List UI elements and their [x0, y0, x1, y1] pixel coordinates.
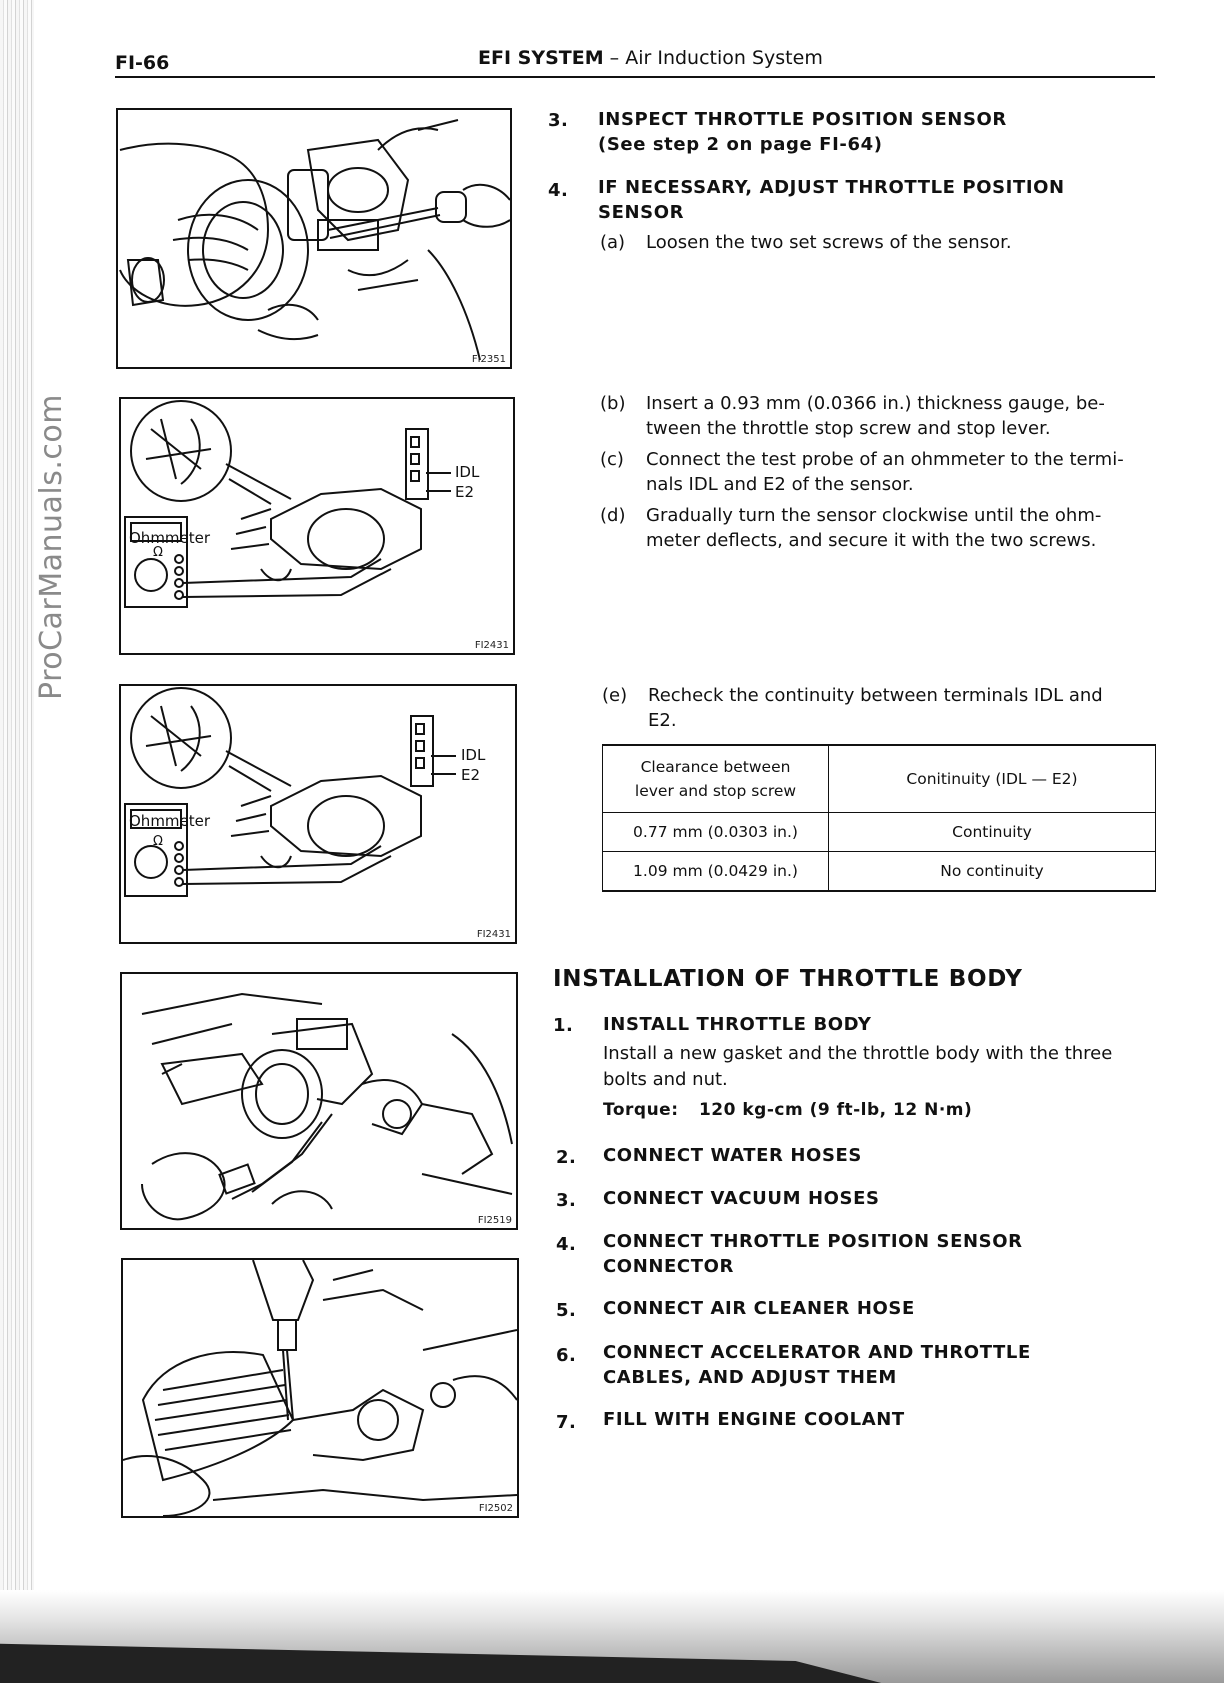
- sub-step-b-line2: tween the throttle stop screw and stop lever.: [646, 418, 1051, 439]
- install-text-line2: bolts and nut.: [603, 1069, 728, 1090]
- figure-throttle-sensor: [116, 108, 512, 369]
- sub-step-e-text: [648, 683, 1103, 733]
- figure-code: FI2351: [471, 354, 506, 365]
- torque-spec: [603, 1100, 972, 1120]
- step-3-reference: (See step 2 on page FI-64): [598, 134, 883, 155]
- table-header-row: [603, 745, 1156, 813]
- install-step-6-heading: [603, 1340, 1031, 1390]
- terminal-e2-label: E2: [455, 483, 475, 501]
- install-step-7-heading: FILL WITH ENGINE COOLANT: [603, 1409, 905, 1430]
- table-header-clearance: [603, 745, 829, 813]
- table-header-clearance-line1: Clearance between: [640, 758, 791, 776]
- table-cell-clearance: 0.77 mm (0.0303 in.): [603, 813, 829, 852]
- install-step-3-number: 3.: [556, 1190, 577, 1211]
- figure-code: FI2431: [474, 640, 509, 651]
- sub-step-c-text: [646, 447, 1124, 497]
- table-cell-clearance: 1.09 mm (0.0429 in.): [603, 852, 829, 892]
- air-cleaner-hose-illustration: [123, 1260, 517, 1516]
- sub-step-b-line1: Insert a 0.93 mm (0.0366 in.) thickness gauge, be-: [646, 393, 1105, 414]
- ohmmeter-throttle-body-illustration: [121, 399, 513, 653]
- ohm-symbol: Ω: [153, 834, 163, 849]
- sub-step-b-text: [646, 391, 1105, 441]
- sub-step-e: [602, 683, 1162, 735]
- sub-step-d-line1: Gradually turn the sensor clockwise until the ohm-: [646, 505, 1102, 526]
- header-title: [478, 47, 823, 69]
- sub-step-b-label: (b): [600, 393, 626, 414]
- install-step-2-heading: CONNECT WATER HOSES: [603, 1145, 862, 1166]
- sub-step-c: [600, 447, 1160, 499]
- sub-step-e-line2: E2.: [648, 710, 677, 731]
- sub-step-a-label: (a): [600, 232, 626, 253]
- header-dash: –: [603, 47, 626, 69]
- sub-step-c-line2: nals IDL and E2 of the sensor.: [646, 474, 914, 495]
- step-4-number: 4.: [548, 180, 569, 201]
- table-header-continuity: Conitinuity (IDL — E2): [829, 745, 1156, 813]
- install-step-6-line1: CONNECT ACCELERATOR AND THROTTLE: [603, 1342, 1031, 1363]
- install-step-4-number: 4.: [556, 1234, 577, 1255]
- scan-edge: [0, 0, 34, 1683]
- terminal-e2-label: E2: [461, 766, 481, 784]
- torque-label: Torque:: [603, 1100, 679, 1120]
- install-step-5-heading: CONNECT AIR CLEANER HOSE: [603, 1298, 915, 1319]
- sub-step-b: [600, 391, 1160, 443]
- install-step-6-line2: CABLES, AND ADJUST THEM: [603, 1367, 897, 1388]
- sub-step-a: [600, 230, 1160, 256]
- figure-code: FI2431: [476, 929, 511, 940]
- figure-install-throttle-body: [120, 972, 518, 1230]
- page-number: FI-66: [115, 52, 170, 74]
- table-header-clearance-line2: lever and stop screw: [634, 782, 797, 800]
- install-step-1-heading: INSTALL THROTTLE BODY: [603, 1014, 872, 1035]
- install-step-5-number: 5.: [556, 1300, 577, 1321]
- header-rule: [115, 76, 1155, 78]
- figure-ohmmeter-2: [119, 684, 517, 944]
- header-subsection: Air Induction System: [625, 47, 823, 69]
- continuity-table: [602, 744, 1156, 892]
- figure-air-cleaner-hose: [121, 1258, 519, 1518]
- install-step-3-heading: CONNECT VACUUM HOSES: [603, 1188, 880, 1209]
- step-3-title: INSPECT THROTTLE POSITION SENSOR: [598, 109, 1007, 130]
- watermark: ProCarManuals.com: [34, 393, 69, 700]
- install-step-4-line1: CONNECT THROTTLE POSITION SENSOR: [603, 1231, 1023, 1252]
- figure-ohmmeter-1: [119, 397, 515, 655]
- step-3-number: 3.: [548, 110, 569, 131]
- terminal-idl-label: IDL: [461, 746, 486, 764]
- install-step-1-number: 1.: [553, 1015, 574, 1036]
- throttle-sensor-screwdriver-illustration: [118, 110, 510, 367]
- install-step-2-number: 2.: [556, 1147, 577, 1168]
- install-step-4-heading: [603, 1229, 1023, 1279]
- sub-step-c-line1: Connect the test probe of an ohmmeter to the termi-: [646, 449, 1124, 470]
- sub-step-d-text: [646, 503, 1101, 553]
- ohmmeter-label: Ohmmeter: [129, 529, 211, 547]
- sub-step-e-line1: Recheck the continuity between terminals IDL and: [648, 685, 1103, 706]
- table-row: [603, 852, 1156, 892]
- terminal-idl-label: IDL: [455, 463, 480, 481]
- sub-step-d-label: (d): [600, 505, 626, 526]
- sub-step-e-label: (e): [602, 685, 628, 706]
- step-4-title-line1: IF NECESSARY, ADJUST THROTTLE POSITION: [598, 177, 1065, 198]
- ohm-symbol: Ω: [153, 545, 163, 560]
- sub-step-d: [600, 503, 1160, 555]
- sub-step-a-text: Loosen the two set screws of the sensor.: [646, 232, 1012, 253]
- install-text-line1: Install a new gasket and the throttle body with the three: [603, 1043, 1113, 1064]
- table-cell-result: No continuity: [829, 852, 1156, 892]
- table-cell-result: Continuity: [829, 813, 1156, 852]
- sub-step-c-label: (c): [600, 449, 624, 470]
- install-step-1-text: [603, 1041, 1163, 1093]
- step-4-heading: [598, 175, 1065, 225]
- section-title: INSTALLATION OF THROTTLE BODY: [553, 966, 1023, 992]
- torque-value: 120 kg-cm (9 ft-lb, 12 N·m): [698, 1100, 973, 1120]
- sub-step-d-line2: meter deflects, and secure it with the two screws.: [646, 530, 1097, 551]
- install-step-4-line2: CONNECTOR: [603, 1256, 734, 1277]
- figure-code: FI2502: [478, 1503, 513, 1514]
- figure-code: FI2519: [477, 1215, 512, 1226]
- step-3-heading: [598, 107, 1007, 157]
- install-step-6-number: 6.: [556, 1345, 577, 1366]
- throttle-body-wrench-illustration: [122, 974, 516, 1228]
- table-row: [603, 813, 1156, 852]
- step-4-title-line2: SENSOR: [598, 202, 685, 223]
- install-step-7-number: 7.: [556, 1412, 577, 1433]
- ohmmeter-label: Ohmmeter: [129, 812, 211, 830]
- header-system: EFI SYSTEM: [478, 47, 604, 69]
